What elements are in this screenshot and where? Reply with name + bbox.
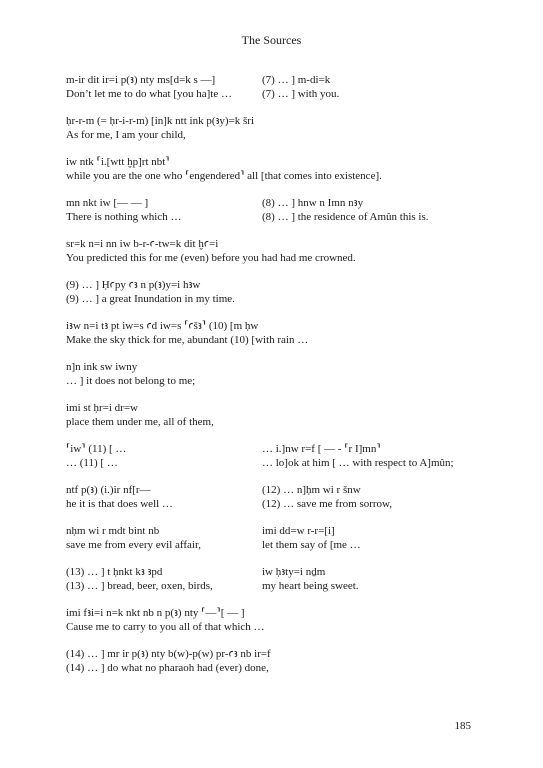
translation-line [66, 375, 486, 389]
transliteration-text: ḥr-r-m (= ḥr-i-r-m) [in]k ntt ink p(ꜣy)=k šri [66, 115, 255, 127]
text-entry [66, 443, 486, 470]
text-entry [66, 402, 486, 429]
translation-text: Make the sky thick for me, abundant (10) [with rain … [66, 333, 309, 346]
transliteration-line [66, 74, 486, 88]
text-entry [66, 484, 486, 511]
translation-column-1: There is nothing which … [66, 210, 182, 223]
translation-text: … ] it does not belong to me; [66, 374, 196, 387]
transliteration-line [66, 566, 486, 580]
translation-line [66, 662, 486, 676]
transliteration-column-1: nḥm wi r mdt bint nb [66, 525, 160, 537]
running-header: The Sources [241, 33, 302, 47]
transliteration-column-1: ntf p(ꜣ) (i.)ir nf[r— [66, 484, 151, 496]
transliteration-column-1: (13) … ] t ḥnkt kꜣ ꜣpd [66, 566, 163, 578]
transliteration-column-2: imi dd=w r-r=[i] [262, 525, 335, 537]
transliteration-line [66, 361, 486, 375]
text-entry [66, 279, 486, 306]
transliteration-line [66, 443, 486, 457]
translation-column-1: Don’t let me to do what [you ha]te … [66, 87, 232, 100]
transliteration-text: n]n ink sw iwny [66, 361, 138, 373]
transliteration-line [66, 156, 486, 170]
transliteration-column-1: ⸢iw⸣ (11) [ … [66, 443, 127, 455]
transliteration-text: iꜣw n=i tꜣ pt iw=s ꜥd iw=s ⸢ꜥšꜣ⸣ (10) [m ḥw [66, 320, 259, 332]
transliteration-text: (14) … ] mr ir p(ꜣ) nty b(w)-p(w) pr-ꜥꜣ nb ir=f [66, 648, 271, 660]
transliteration-column-1: m-ir dit ir=i p(ꜣ) nty ms[d=k s —] [66, 74, 216, 86]
transliteration-line [66, 484, 486, 498]
transliteration-column-2: iw ḥꜣty=i nḏm [262, 566, 326, 578]
translation-column-1: (13) … ] bread, beer, oxen, birds, [66, 579, 213, 592]
translation-text: while you are the one who ⸢engendered⸣ all [that comes into existence]. [66, 169, 382, 182]
translation-text: (9) … ] a great Inundation in my time. [66, 292, 235, 305]
translation-line [66, 252, 486, 266]
translation-text: As for me, I am your child, [66, 128, 186, 141]
translation-column-2: (7) … ] with you. [262, 87, 340, 100]
transliteration-line [66, 648, 486, 662]
transliteration-line [66, 525, 486, 539]
transliteration-line [66, 607, 486, 621]
transliteration-line [66, 320, 486, 334]
text-entry [66, 74, 486, 101]
translation-line [66, 621, 486, 635]
translation-line [66, 580, 486, 594]
translation-column-2: (12) … save me from sorrow, [262, 497, 393, 510]
page-number: 185 [454, 720, 471, 732]
transliteration-line [66, 402, 486, 416]
text-entry [66, 607, 486, 634]
translation-column-2: my heart being sweet. [262, 579, 359, 592]
translation-column-2: let them say of [me … [262, 538, 361, 551]
transliteration-line [66, 238, 486, 252]
transliteration-column-2: (7) … ] m-di=k [262, 74, 331, 86]
text-body [66, 74, 486, 689]
translation-line [66, 293, 486, 307]
translation-line [66, 498, 486, 512]
transliteration-column-2: (12) … n]ḥm wi r šnw [262, 484, 361, 496]
translation-text: You predicted this for me (even) before you had had me crowned. [66, 251, 356, 264]
text-entry [66, 361, 486, 388]
translation-line [66, 457, 486, 471]
text-entry [66, 525, 486, 552]
translation-line [66, 129, 486, 143]
translation-column-1: … (11) [ … [66, 456, 118, 469]
translation-column-1: save me from every evil affair, [66, 538, 201, 551]
translation-line [66, 170, 486, 184]
transliteration-line [66, 115, 486, 129]
text-entry [66, 648, 486, 675]
transliteration-text: imi st ḥr=i dr=w [66, 402, 138, 414]
text-entry [66, 156, 486, 183]
transliteration-line [66, 279, 486, 293]
text-entry [66, 115, 486, 142]
transliteration-column-2: … i.]nw r=f [ — - ⸢r I]mn⸣ [262, 443, 381, 455]
text-entry [66, 197, 486, 224]
text-entry [66, 238, 486, 265]
transliteration-text: imi fꜣi=i n=k nkt nb n p(ꜣ) nty ⸢—⸣[ — ] [66, 607, 245, 619]
translation-line [66, 539, 486, 553]
translation-line [66, 211, 486, 225]
translation-text: (14) … ] do what no pharaoh had (ever) done, [66, 661, 269, 674]
text-entry [66, 320, 486, 347]
transliteration-text: iw ntk ⸢i.[wtt ḫp]rt nbt⸣ [66, 156, 170, 168]
translation-line [66, 416, 486, 430]
transliteration-column-2: (8) … ] hnw n Imn nꜣy [262, 197, 364, 209]
translation-column-2: … lo]ok at him [ … with respect to A]mûn; [262, 456, 454, 469]
transliteration-line [66, 197, 486, 211]
translation-line [66, 334, 486, 348]
translation-text: Cause me to carry to you all of that which … [66, 620, 265, 633]
transliteration-text: (9) … ] Ḥꜥpy ꜥꜣ n p(ꜣ)y=i hꜣw [66, 279, 201, 291]
text-entry [66, 566, 486, 593]
translation-text: place them under me, all of them, [66, 415, 214, 428]
transliteration-column-1: mn nkt iw [— — ] [66, 197, 149, 209]
translation-column-1: he it is that does well … [66, 497, 173, 510]
translation-line [66, 88, 486, 102]
translation-column-2: (8) … ] the residence of Amûn this is. [262, 210, 429, 223]
transliteration-text: sr=k n=i nn iw b-r-ꜥ-tw=k dit ḫꜥ=i [66, 238, 219, 250]
